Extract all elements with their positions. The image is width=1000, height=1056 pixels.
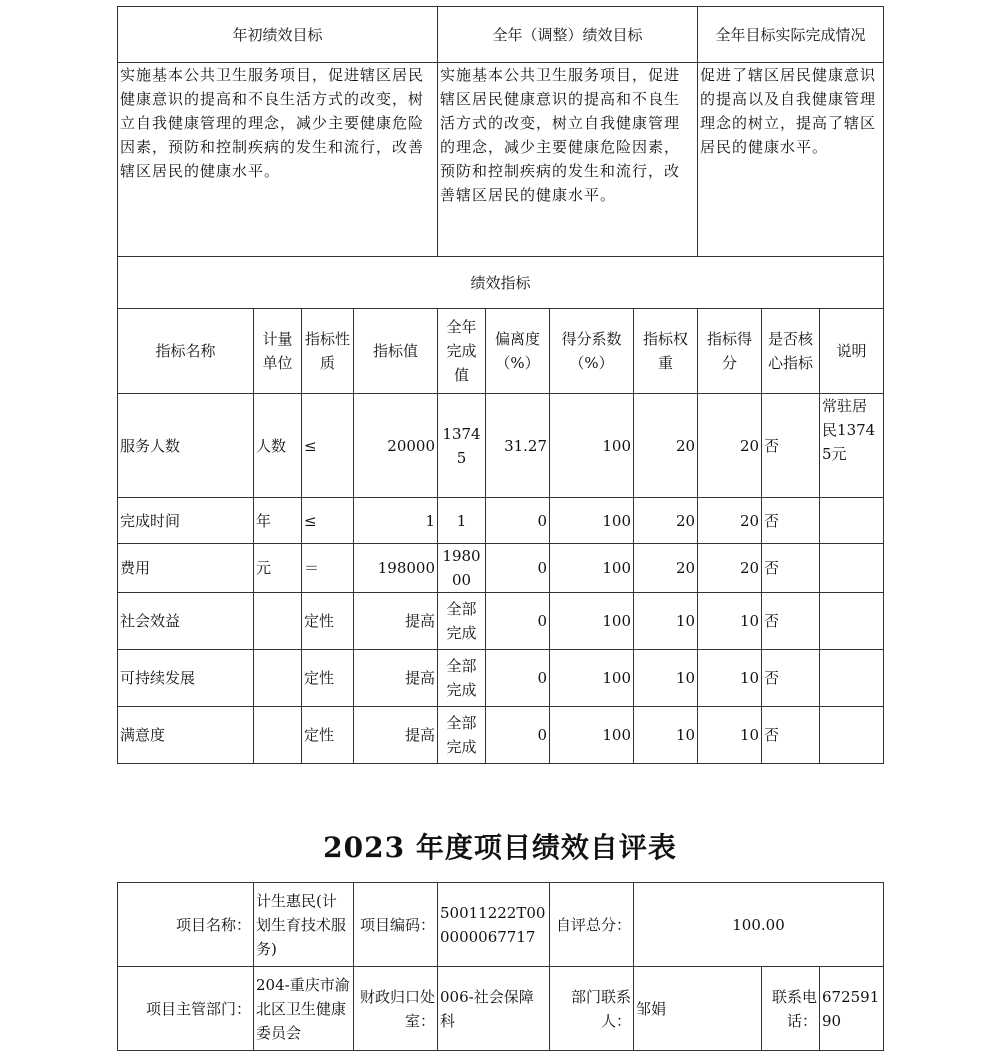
header-weight: 指标权重 bbox=[634, 309, 698, 394]
indicator-name: 服务人数 bbox=[118, 394, 254, 498]
indicator-weight: 10 bbox=[634, 707, 698, 764]
indicator-note bbox=[820, 498, 884, 544]
indicator-coef: 100 bbox=[550, 650, 634, 707]
dept-label: 项目主管部门： bbox=[118, 967, 254, 1051]
goal-text-adjusted: 实施基本公共卫生服务项目，促进辖区居民健康意识的提高和不良生活方式的改变，树立自我健康管理的理念，减少主要健康危险因素，预防和控制疾病的发生和流行，改善辖区居民的健康水平。 bbox=[438, 63, 698, 257]
indicator-note bbox=[820, 544, 884, 593]
indicator-row bbox=[118, 498, 884, 544]
self-score-value: 100.00 bbox=[634, 883, 884, 967]
indicator-core: 否 bbox=[762, 544, 820, 593]
indicator-core: 否 bbox=[762, 394, 820, 498]
project-name-value: 计生惠民(计划生育技术服务) bbox=[254, 883, 354, 967]
indicator-target: 20000 bbox=[354, 394, 438, 498]
indicator-target: 提高 bbox=[354, 650, 438, 707]
indicator-nature: 定性 bbox=[302, 707, 354, 764]
header-name: 指标名称 bbox=[118, 309, 254, 394]
project-name-label: 项目名称： bbox=[118, 883, 254, 967]
indicator-deviation: 0 bbox=[486, 707, 550, 764]
goal-header-initial: 年初绩效目标 bbox=[118, 7, 438, 63]
indicator-nature: ＝ bbox=[302, 544, 354, 593]
indicator-name: 社会效益 bbox=[118, 593, 254, 650]
performance-table bbox=[117, 6, 884, 764]
indicator-weight: 20 bbox=[634, 544, 698, 593]
indicator-nature: 定性 bbox=[302, 650, 354, 707]
header-target: 指标值 bbox=[354, 309, 438, 394]
indicator-score: 20 bbox=[698, 394, 762, 498]
indicator-row bbox=[118, 593, 884, 650]
phone-value: 67259190 bbox=[820, 967, 884, 1051]
indicator-unit bbox=[254, 650, 302, 707]
indicator-note bbox=[820, 707, 884, 764]
indicator-target: 提高 bbox=[354, 593, 438, 650]
indicator-row bbox=[118, 394, 884, 498]
indicator-note bbox=[820, 650, 884, 707]
indicator-actual: 13745 bbox=[438, 394, 486, 498]
indicator-score: 20 bbox=[698, 544, 762, 593]
indicator-score: 10 bbox=[698, 707, 762, 764]
indicator-score: 20 bbox=[698, 498, 762, 544]
indicator-score: 10 bbox=[698, 650, 762, 707]
project-code-label: 项目编码： bbox=[354, 883, 438, 967]
indicator-actual: 198000 bbox=[438, 544, 486, 593]
form-title: 2023 年度项目绩效自评表 bbox=[323, 831, 677, 864]
office-label: 财政归口处室： bbox=[354, 967, 438, 1051]
indicator-coef: 100 bbox=[550, 593, 634, 650]
header-score: 指标得分 bbox=[698, 309, 762, 394]
indicator-name: 可持续发展 bbox=[118, 650, 254, 707]
goal-text-initial: 实施基本公共卫生服务项目，促进辖区居民健康意识的提高和不良生活方式的改变，树立自我健康管理的理念，减少主要健康危险因素，预防和控制疾病的发生和流行，改善辖区居民的健康水平。 bbox=[118, 63, 438, 257]
indicator-nature: ≤ bbox=[302, 394, 354, 498]
indicator-core: 否 bbox=[762, 498, 820, 544]
indicator-weight: 20 bbox=[634, 498, 698, 544]
indicator-deviation: 0 bbox=[486, 544, 550, 593]
indicator-row bbox=[118, 707, 884, 764]
header-actual: 全年完成值 bbox=[438, 309, 486, 394]
indicator-weight: 10 bbox=[634, 650, 698, 707]
indicator-unit: 年 bbox=[254, 498, 302, 544]
self-score-label: 自评总分： bbox=[550, 883, 634, 967]
indicator-core: 否 bbox=[762, 650, 820, 707]
indicator-deviation: 0 bbox=[486, 650, 550, 707]
indicator-deviation: 0 bbox=[486, 593, 550, 650]
indicator-name: 完成时间 bbox=[118, 498, 254, 544]
indicator-actual: 1 bbox=[438, 498, 486, 544]
indicator-unit bbox=[254, 707, 302, 764]
indicator-actual: 全部完成 bbox=[438, 593, 486, 650]
indicator-target: 提高 bbox=[354, 707, 438, 764]
indicator-nature: 定性 bbox=[302, 593, 354, 650]
indicator-name: 费用 bbox=[118, 544, 254, 593]
indicator-actual: 全部完成 bbox=[438, 707, 486, 764]
project-info-table bbox=[117, 882, 884, 1051]
indicator-nature: ≤ bbox=[302, 498, 354, 544]
indicator-row bbox=[118, 544, 884, 593]
header-nature: 指标性质 bbox=[302, 309, 354, 394]
project-code-value: 50011222T000000067717 bbox=[438, 883, 550, 967]
goal-header-actual: 全年目标实际完成情况 bbox=[698, 7, 884, 63]
indicator-note bbox=[820, 593, 884, 650]
header-coef: 得分系数（%） bbox=[550, 309, 634, 394]
indicator-coef: 100 bbox=[550, 498, 634, 544]
goal-header-adjusted: 全年（调整）绩效目标 bbox=[438, 7, 698, 63]
header-note: 说明 bbox=[820, 309, 884, 394]
indicator-weight: 10 bbox=[634, 593, 698, 650]
indicator-core: 否 bbox=[762, 593, 820, 650]
indicator-actual: 全部完成 bbox=[438, 650, 486, 707]
indicator-deviation: 0 bbox=[486, 498, 550, 544]
indicator-deviation: 31.27 bbox=[486, 394, 550, 498]
indicator-coef: 100 bbox=[550, 394, 634, 498]
indicator-target: 198000 bbox=[354, 544, 438, 593]
header-unit: 计量单位 bbox=[254, 309, 302, 394]
contact-label: 部门联系人： bbox=[550, 967, 634, 1051]
indicator-name: 满意度 bbox=[118, 707, 254, 764]
indicator-unit: 元 bbox=[254, 544, 302, 593]
indicators-title: 绩效指标 bbox=[118, 257, 884, 309]
indicator-unit bbox=[254, 593, 302, 650]
indicator-score: 10 bbox=[698, 593, 762, 650]
header-deviation: 偏离度（%） bbox=[486, 309, 550, 394]
office-value: 006-社会保障科 bbox=[438, 967, 550, 1051]
indicator-core: 否 bbox=[762, 707, 820, 764]
indicator-row bbox=[118, 650, 884, 707]
indicator-weight: 20 bbox=[634, 394, 698, 498]
indicator-coef: 100 bbox=[550, 544, 634, 593]
contact-value: 邹娟 bbox=[634, 967, 762, 1051]
indicator-note: 常驻居民13745元 bbox=[820, 394, 884, 498]
goal-text-actual: 促进了辖区居民健康意识的提高以及自我健康管理理念的树立，提高了辖区居民的健康水平。 bbox=[698, 63, 884, 257]
dept-value: 204-重庆市渝北区卫生健康委员会 bbox=[254, 967, 354, 1051]
header-core: 是否核心指标 bbox=[762, 309, 820, 394]
phone-label: 联系电话： bbox=[762, 967, 820, 1051]
indicator-unit: 人数 bbox=[254, 394, 302, 498]
indicator-target: 1 bbox=[354, 498, 438, 544]
indicator-coef: 100 bbox=[550, 707, 634, 764]
